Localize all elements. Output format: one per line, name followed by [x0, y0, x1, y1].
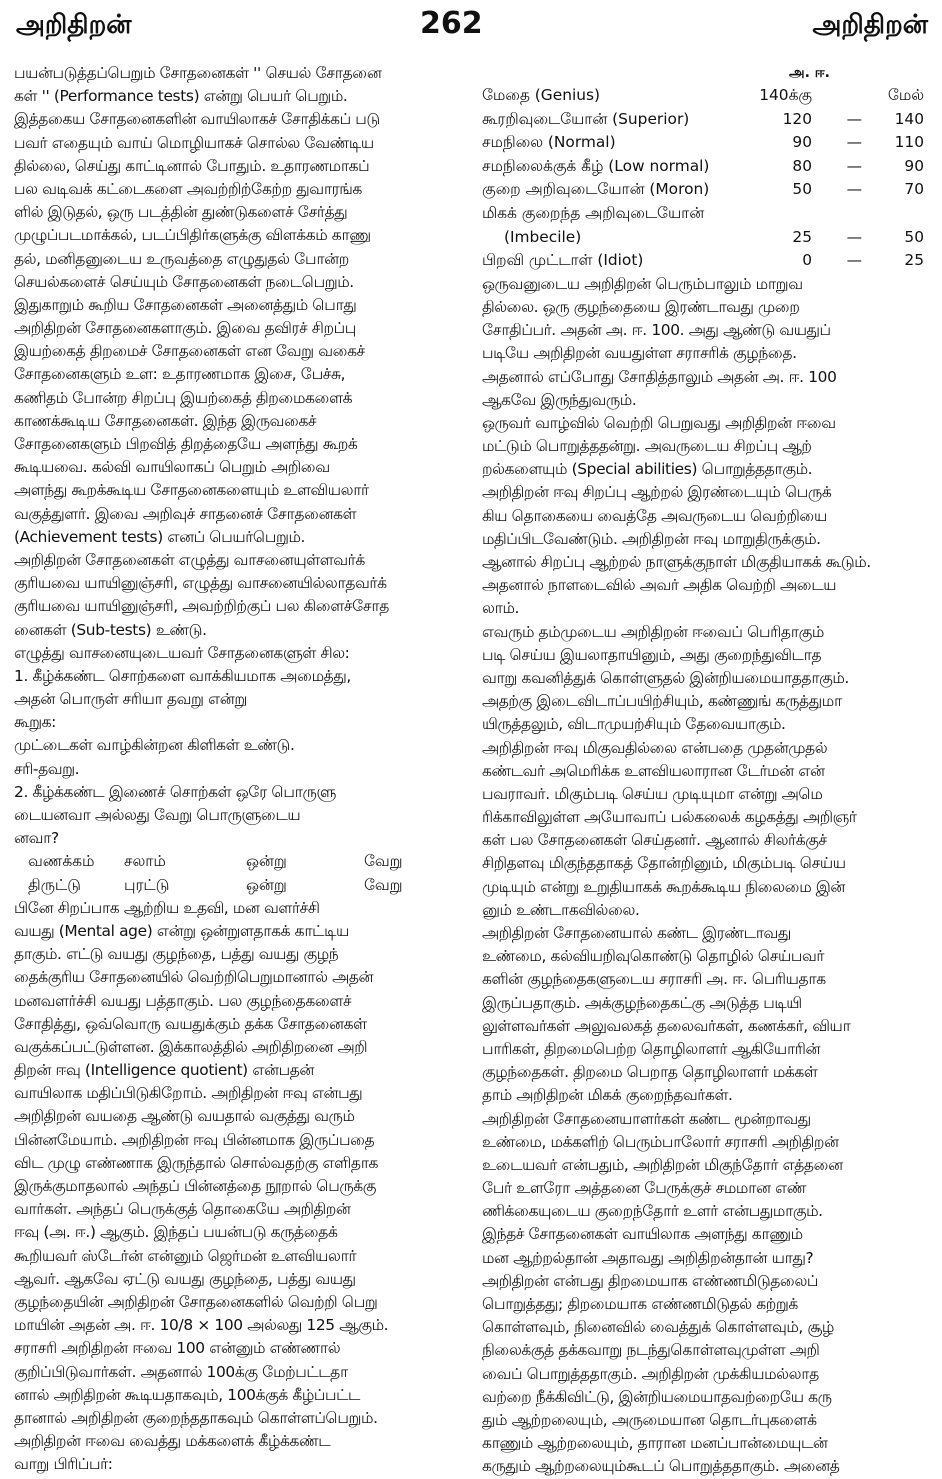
text-line: னைகள் (Sub-tests) உண்டு.	[14, 620, 207, 639]
text-line: படியே அறிதிறன் வயதுள்ள சராசரிக் குழந்தை.	[482, 344, 797, 363]
text-line: அறிதிறன் ஈவு மிகுவதில்லை என்பதை முதன்முதல்	[482, 738, 828, 757]
text-line: வயது (Mental age) என்று ஒன்றுளதாகக் காட்டிய	[14, 921, 349, 940]
text-line: (Achievement tests) எனப் பெயர்பெறும்.	[14, 527, 306, 546]
text-line: குழந்தையின் அறிதிறன் சோதனைகளில் வெற்றி பெறு	[14, 1292, 378, 1311]
text-line: மட்டும் பொறுத்ததன்று. அவருடைய சிறப்பு ஆற்	[482, 437, 812, 456]
iq-row	[482, 249, 930, 273]
text-line: வைப் பொறுத்ததாகும். அறிதிறன் முக்கியமல்லாத	[482, 1364, 819, 1383]
page-header	[0, 0, 942, 52]
word-pair-cell: திருட்டு	[28, 875, 81, 894]
text-line: அறிதிறன் சோதனையால் கண்ட இரண்டாவது	[482, 924, 791, 942]
iq-dash: —	[846, 227, 862, 246]
text-line: ரிக்காவிலுள்ள அயோவாப் பல்கலைக் கழகத்து அறிஞர்	[482, 808, 857, 827]
text-line: மதிப்பிடவேண்டும். அறிதிறன் ஈவு மாறுதிருக்கும்.	[482, 529, 821, 548]
text-line: முடியும் என்று உறுதியாகக் கூறக்கூடிய நிலைமை இன்	[482, 877, 845, 896]
text-line: மன ஆற்றல்தான் அதாவது அறிதிறன்தான் யாது?	[482, 1248, 814, 1267]
text-line: எவரும் தம்முடைய அறிதிறன் ஈவைப் பெரிதாகும்	[482, 622, 824, 641]
left-text-block-b	[14, 897, 470, 1477]
iq-row	[482, 131, 930, 155]
word-pair-table	[14, 850, 470, 896]
text-line: தாம் அறிதிறன் மிகக் குறைந்தவர்கள்.	[482, 1086, 733, 1105]
iq-high: மேல்	[887, 86, 924, 104]
text-line: குறிப்பிடுவார்கள். அதனால் 100க்கு மேற்பட்டதா	[14, 1362, 348, 1381]
iq-dash: —	[846, 133, 862, 152]
text-line: பேர் உளரோ அத்தனை பேருக்குச் சமமான எண்	[482, 1179, 806, 1198]
text-line: லாம்.	[482, 599, 520, 618]
iq-low: 0	[802, 251, 812, 270]
text-line: கருதும் ஆற்றலையும்கூடப் பொறுத்ததாகும். அனைத்	[482, 1457, 840, 1476]
iq-low: 80	[792, 156, 812, 175]
iq-low: 140க்கு	[759, 86, 812, 104]
text-line: தில்லை, செய்து காட்டினால் போதும். உதாரணமாகப்	[14, 156, 370, 175]
text-line: வகுக்கப்பட்டுள்ளன. இக்காலத்தில் அறிதிறனை அறி	[14, 1037, 368, 1056]
word-pair-cell: புரட்டு	[124, 875, 170, 894]
iq-row	[482, 226, 930, 250]
word-pair-cell: வேறு	[364, 875, 403, 894]
text-line: ஆவர். ஆகவே ஏட்டு வயது குழந்தை, பத்து வயது	[14, 1269, 356, 1288]
text-line: உடையவர் என்பதும், அறிதிறன் மிகுந்தோர் எத்தனை	[482, 1155, 843, 1174]
text-line: சோதித்து, ஒவ்வொரு வயதுக்கும் தக்க சோதனைகள்	[14, 1014, 367, 1033]
iq-unit-label: அ. ஈ.	[789, 65, 830, 81]
word-pair-cell: வேறு	[364, 852, 403, 871]
text-line: கூடியவை. கல்வி வாயிலாகப் பெறும் அறிவை	[14, 458, 330, 477]
right-column	[482, 62, 930, 1479]
word-pair-cell: ஒன்று	[246, 875, 287, 894]
page-number: 262	[420, 6, 483, 41]
text-line: இந்தச் சோதனைகள் வாயிலாக அளந்து காணும்	[482, 1225, 803, 1244]
iq-label: (Imbecile)	[504, 227, 582, 246]
text-line: அறிதிறன் சோதனைகளாகும். இவை தவிரச் சிறப்பு	[14, 319, 356, 338]
text-line: முழுப்படமாக்கல், படப்பிதிர்களுக்கு விளக்கம் காணு	[14, 226, 371, 245]
text-line: காணும் ஆற்றலையும், தாரான மனப்பான்மையுடன்	[482, 1434, 828, 1453]
iq-high: 140	[894, 109, 924, 128]
text-line: இருக்குமாதலால் அந்தப் பின்னத்தை நூறால் பெருக்கு	[14, 1177, 377, 1195]
text-line: கூறுக:	[14, 713, 56, 732]
text-line: பொறுத்தது; திறமையாக எண்ணமிடுதல் கற்றுக்	[482, 1295, 798, 1313]
text-line: காணக்கூடிய சோதனைகள். இந்த இருவகைச்	[14, 411, 317, 430]
iq-dash: —	[846, 156, 862, 175]
text-line: தில்லை. ஒரு குழந்தையை இரண்டாவது முறை	[482, 297, 800, 316]
text-line: கண்டவர் அமெரிக்க உளவியலாரான டேர்மன் என்	[482, 761, 825, 780]
text-line: பாரிகள், திறமைபெற்ற தொழிலாளர் ஆகியோரின்	[482, 1039, 821, 1058]
text-line: விட முழு எண்ணாக இருந்தால் சொல்வதற்கு எளிதாக	[14, 1153, 379, 1172]
iq-label: சமநிலைக்குக் கீழ் (Low normal)	[482, 156, 710, 175]
text-line: வற்றை நீக்கிவிட்டு, இன்றியமையாதவற்றையே கரு	[482, 1387, 832, 1406]
text-line: ஆனால் சிறப்பு ஆற்றல் நாளுக்குநாள் மிகுதியாகக் கூடும்.	[482, 553, 871, 571]
iq-high: 70	[904, 180, 924, 199]
right-text-block	[482, 273, 930, 1479]
word-pair-row	[14, 850, 470, 873]
iq-high: 25	[904, 251, 924, 270]
iq-label: மேதை (Genius)	[482, 86, 600, 104]
text-line: நிலைக்குத் தக்கவாறு நடந்துகொள்ளவுமுள்ள அறி	[482, 1341, 820, 1360]
text-line: பவர் எதையும் வாய் மொழியாகச் சொல்ல வேண்டிய	[14, 133, 374, 152]
text-line: வாறு பிரிப்பர்:	[14, 1455, 113, 1474]
iq-label: சமநிலை (Normal)	[482, 133, 616, 152]
text-line: பயன்படுத்தப்பெறும் சோதனைகள் '' செயல் சோதனை	[14, 64, 382, 82]
iq-high: 110	[894, 133, 924, 152]
text-line: மனவளர்ச்சி வயது பத்தாகும். பல குழந்தைகளைச்	[14, 991, 352, 1010]
text-line: குரியவை யாயினுஞ்சரி, எழுத்து வாசனையில்லாதவர்க்	[14, 574, 387, 593]
running-title-right: அறிதிறன்	[812, 10, 928, 40]
text-line: லுள்ளவர்கள் அலுவலகத் தலைவர்கள், கணக்கர், வியா	[482, 1016, 851, 1035]
text-line: அதன் பொருள் சரியா தவறு என்று	[14, 690, 247, 709]
iq-label: மிகக் குறைந்த அறிவுடையோன்	[482, 203, 705, 222]
text-line: தும் ஆற்றலையும், அருமையான தொடர்புகளைக்	[482, 1410, 817, 1429]
iq-low: 120	[782, 109, 812, 128]
text-line: உண்மை, கல்வியறிவுகொண்டு தொழில் செய்பவர்	[482, 947, 825, 966]
text-line: சோதனைகளும் பிறவித் திறத்தையே அளந்து கூறக்	[14, 435, 358, 453]
iq-row	[482, 178, 930, 202]
text-line: முட்டைகள் வாழ்கின்றன கிளிகள் உண்டு.	[14, 736, 295, 755]
word-pair-cell: சலாம்	[124, 852, 166, 871]
text-line: குழந்தைகள். திறமை பெறாத தொழிலாளர் மக்கள்	[482, 1063, 818, 1082]
text-line: தைக்குரிய சோதனையில் வெற்றிபெறுமானால் அதன்	[14, 968, 374, 987]
text-line: குரியவை யாயினுஞ்சரி, அவற்றிற்குப் பல கிளைச்சோத	[14, 597, 389, 616]
word-pair-row	[14, 874, 470, 897]
text-line: தல், மனிதனுடைய உருவத்தை எழுதுதல் போன்ற	[14, 249, 349, 268]
text-line: 1. கீழ்க்கண்ட சொற்களை வாக்கியமாக அமைத்து,	[14, 666, 351, 685]
text-line: கூறியவர் ஸ்டேர்ன் என்னும் ஜெர்மன் உளவியலார்	[14, 1246, 357, 1265]
text-line: இத்தகைய சோதனைகளின் வாயிலாகச் சோதிக்கப் படு	[14, 110, 380, 129]
iq-classification-table	[482, 62, 930, 273]
left-column	[14, 62, 470, 1476]
text-line: அறிதிறன் வயதை ஆண்டு வயதால் வகுத்து வரும்	[14, 1107, 355, 1126]
iq-low: 50	[792, 180, 812, 199]
text-line: சராசரி அறிதிறன் ஈவை 100 என்னும் எண்ணால்	[14, 1339, 341, 1358]
word-pair-cell: வணக்கம்	[28, 852, 95, 871]
text-line: ஒருவர் வாழ்வில் வெற்றி பெறுவது அறிதிறன் ஈவை	[482, 413, 836, 432]
text-line: கிய தொகையை வைத்தே அவருடைய வெற்றியை	[482, 506, 827, 525]
text-line: பின்னமேயாம். அறிதிறன் ஈவு பின்னமாக இருப்பதை	[14, 1130, 375, 1149]
text-line: வார்கள். அந்தப் பெருக்குத் தொகையே அறிதிறன்	[14, 1200, 351, 1219]
word-pair-cell: ஒன்று	[246, 852, 287, 871]
text-line: உண்மை, மக்களிற் பெரும்பாலோர் சராசரி அறிதிறன்	[482, 1132, 839, 1151]
text-line: அதனால் நாளடைவில் அவர் அதிக வெற்றி அடைய	[482, 576, 837, 595]
iq-row	[482, 202, 930, 226]
text-line: சிறிதளவு மிகுந்ததாகத் தோன்றினும், மிகும்படி செய்ய	[482, 854, 846, 873]
text-line: னால் அறிதிறன் கூடியதாகவும், 100க்குக் கீழ்ப்பட்ட	[14, 1385, 360, 1404]
text-line: அதனால் எப்போது சோதித்தாலும் அதன் அ. ஈ. 100	[482, 367, 837, 386]
text-line: கள் '' (Performance tests) என்று பெயர் பெறும்.	[14, 87, 348, 106]
text-line: பவராவர். மிகும்படி செய்ய முடியுமா என்று அமெ	[482, 784, 823, 803]
iq-dash: —	[846, 251, 862, 270]
text-line: ஒருவனுடைய அறிதிறன் பெரும்பாலும் மாறுவ	[482, 274, 803, 293]
text-line: ஆகவே இருந்துவரும்.	[482, 390, 637, 409]
text-line: தாகும். எட்டு வயது குழந்தை, பத்து வயது குழந்	[14, 945, 339, 964]
text-line: செயல்களைச் செய்யும் சோதனைகள் நடைபெறும்.	[14, 272, 354, 291]
text-line: பல வடிவக் கட்டைகளை அவற்றிற்கேற்ற துவாரங்க	[14, 179, 362, 198]
text-line: வாறு கவனித்துக் கொள்ளுதல் இன்றியமையாததாகும்.	[482, 668, 849, 687]
text-line: ஈவு (அ. ஈ.) ஆகும். இந்தப் பயன்படு கருத்தைக்	[14, 1223, 338, 1242]
text-line: அறிதிறன் என்பது திறமையாக எண்ணமிடுதலைப்	[482, 1271, 819, 1290]
text-line: திறன் ஈவு (Intelligence quotient) என்பதன்	[14, 1061, 314, 1080]
iq-row	[482, 155, 930, 179]
text-line: கள் பல சோதனைகள் செய்தனர். ஆனால் சிலர்க்குச்	[482, 831, 827, 850]
text-line: னும் உண்டாகவில்லை.	[482, 900, 640, 919]
text-line: வகுத்துளர். இவை அறிவுச் சாதனைச் சோதனைகள்	[14, 504, 357, 523]
text-line: பினே சிறப்பாக ஆற்றிய உதவி, மன வளர்ச்சி	[14, 898, 320, 917]
text-line: யிருத்தலும், விடாமுயற்சியும் தேவையாகும்.	[482, 715, 786, 734]
text-line: தானால் அறிதிறன் குறைந்ததாகவும் கொள்ளப்பெறும்.	[14, 1408, 378, 1427]
iq-label: குறை அறிவுடையோன் (Moron)	[482, 180, 710, 199]
text-line: ணிக்கையுடைய குறைந்தோர் உளர் என்பதுமாகும்.	[482, 1202, 823, 1221]
text-line: எழுத்து வாசனையுடையவர் சோதனைகளுள் சில:	[14, 643, 350, 662]
left-text-block-a	[14, 62, 470, 850]
iq-high: 50	[904, 227, 924, 246]
text-line: கொள்ளவும், நினைவில் வைத்துக் கொள்ளவும், சூழ்	[482, 1318, 834, 1337]
text-line: ளில் இடுதல், ஒரு படத்தின் துண்டுகளைச் சேர்த்து	[14, 203, 348, 222]
text-line: அளந்து கூறக்கூடிய சோதனைகளையும் உளவியலார்	[14, 481, 369, 500]
text-line: இதுகாறும் கூறிய சோதனைகள் அனைத்தும் பொது	[14, 295, 357, 314]
text-line: இயற்கைத் திறமைச் சோதனைகள் என வேறு வகைச்	[14, 342, 365, 361]
iq-label: கூரறிவுடையோன் (Superior)	[482, 109, 690, 128]
iq-row	[482, 84, 930, 108]
text-line: டையனவா அல்லது வேறு பொருளுடைய	[14, 806, 301, 824]
text-line: மாயின் அதன் அ. ஈ. 10/8 × 100 அல்லது 125 ஆகும்.	[14, 1316, 389, 1335]
text-line: அறிதிறன் சோதனையாளர்கள் கண்ட மூன்றாவது	[482, 1109, 811, 1128]
text-line: னவா?	[14, 829, 59, 848]
text-line: சோதிப்பர். அதன் அ. ஈ. 100. அது ஆண்டு வயதுப்	[482, 321, 831, 340]
text-line: படி செய்ய இயலாதாயினும், அது குறைந்துவிடாத	[482, 645, 822, 664]
text-line: சரி-தவறு.	[14, 759, 80, 778]
text-line: அறிதிறன் ஈவு சிறப்பு ஆற்றல் இரண்டையும் பெருக்	[482, 483, 832, 502]
text-line: றல்களையும் (Special abilities) பொறுத்ததாகும்.	[482, 460, 813, 479]
text-line: இருப்பதாகும். அக்குழந்தைகட்கு அடுத்த படியி	[482, 993, 802, 1012]
iq-high: 90	[904, 156, 924, 175]
text-line: வாயிலாக மதிப்பிடுகிறோம். அறிதிறன் ஈவு என்பது	[14, 1084, 363, 1103]
running-title-left: அறிதிறன்	[16, 10, 132, 40]
iq-label: பிறவி முட்டாள் (Idiot)	[482, 251, 644, 270]
iq-low: 25	[792, 227, 812, 246]
text-line: அறிதிறன் ஈவை வைத்து மக்களைக் கீழ்க்கண்ட	[14, 1432, 331, 1451]
text-line: களின் குழந்தைகளுடைய சராசரி அ. ஈ. பெரியதாக	[482, 970, 826, 989]
text-line: கணிதம் போன்ற சிறப்பு இயற்கைத் திறமைகளைக்	[14, 388, 353, 407]
text-line: 2. கீழ்க்கண்ட இணைச் சொற்கள் ஒரே பொருளு	[14, 782, 336, 801]
iq-low: 90	[792, 133, 812, 152]
iq-dash: —	[846, 109, 862, 128]
text-line: அதற்கு இடைவிடாப்பயிற்சியும், கண்ணுங் கருத்துமா	[482, 692, 842, 711]
text-line: சோதனைகளும் உள: உதாரணமாக இசை, பேச்சு,	[14, 365, 346, 384]
text-line: அறிதிறன் சோதனைகள் எழுத்து வாசனையுள்ளவர்க்	[14, 550, 365, 569]
iq-row	[482, 108, 930, 132]
iq-dash: —	[846, 180, 862, 199]
